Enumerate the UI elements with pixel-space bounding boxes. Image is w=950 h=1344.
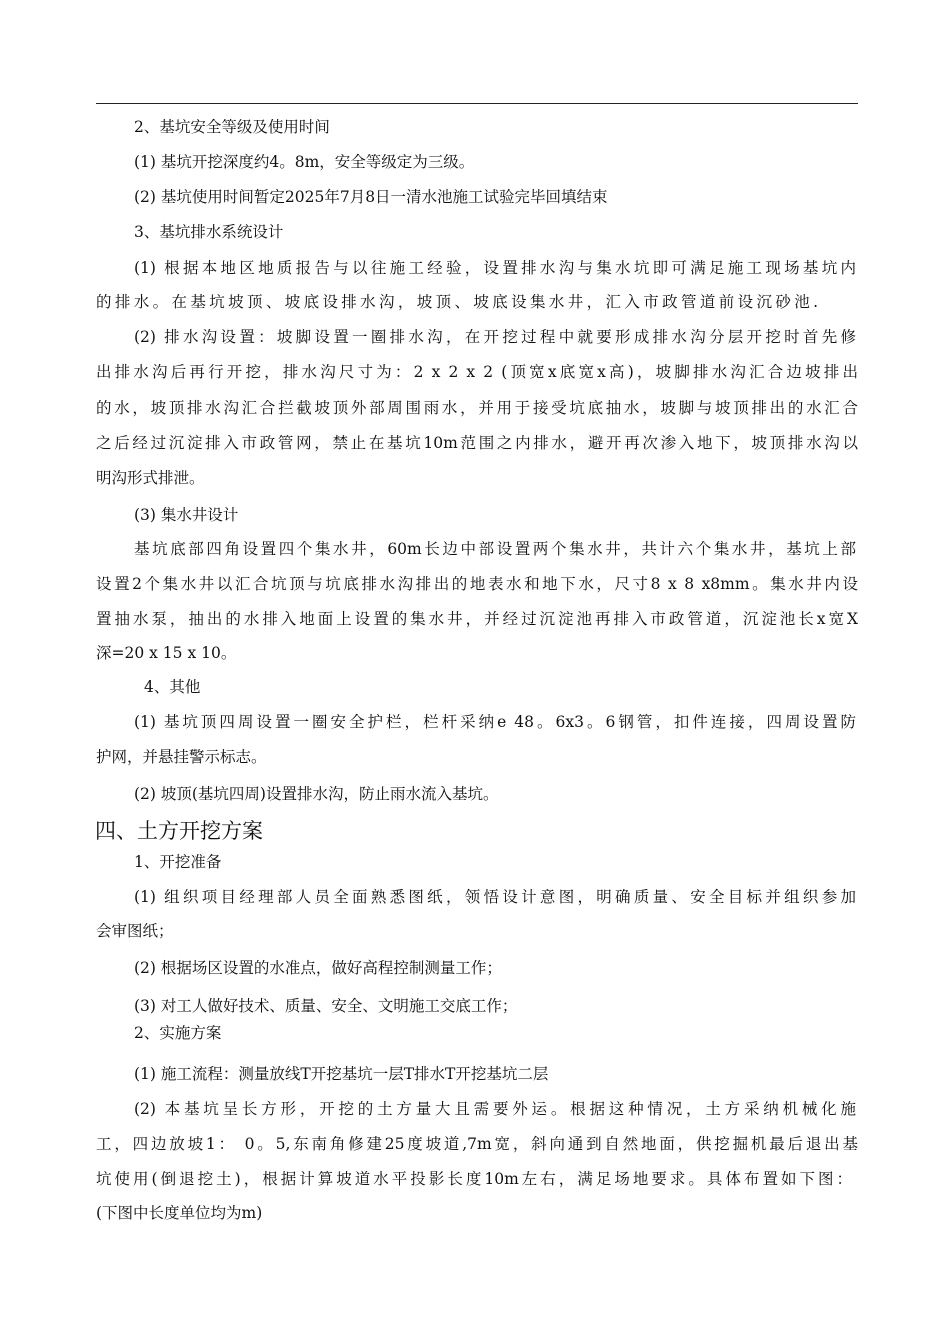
section-heading-2b: 2、实施方案 <box>134 1024 222 1042</box>
section-heading-3: 3、基坑排水系统设计 <box>134 223 284 241</box>
paragraph-line: 深=20 x 15 x 10。 <box>96 644 237 662</box>
section-heading-4: 4、其他 <box>144 678 201 696</box>
paragraph-line: 的排水。在基坑坡顶、坡底设排水沟，坡顶、坡底设集水井，汇入市政管道前设沉砂池. <box>96 293 818 311</box>
paragraph-line: (3) 对工人做好技术、质量、安全、文明施工交底工作； <box>134 997 518 1015</box>
paragraph-line: (1) 组织项目经理部人员全面熟悉图纸，领悟设计意图，明确质量、安全目标并组织参加 <box>134 888 856 906</box>
chapter-heading: 四、土方开挖方案 <box>95 819 263 843</box>
paragraph-line: 基坑底部四角设置四个集水井，60m长边中部设置两个集水井，共计六个集水井，基坑上部 <box>134 540 856 558</box>
paragraph-line: 之后经过沉淀排入市政管网，禁止在基坑10m范围之内排水，避开再次渗入地下，坡顶排水沟以 <box>96 434 858 452</box>
paragraph-line: 工，四边放坡1： 0。5,东南角修建25度坡道,7m宽，斜向通到自然地面，供挖掘机最后退出基 <box>96 1135 858 1153</box>
paragraph-line: (1) 基坑开挖深度约4。8m，安全等级定为三级。 <box>134 153 475 171</box>
paragraph-line: (下图中长度单位均为m) <box>96 1204 263 1222</box>
paragraph-line: (1) 根据本地区地质报告与以往施工经验，设置排水沟与集水坑即可满足施工现场基坑内 <box>134 259 856 277</box>
section-heading-1: 1、开挖准备 <box>134 853 222 871</box>
paragraph-line: 的水，坡顶排水沟汇合拦截坡顶外部周围雨水，并用于接受坑底抽水，坡脚与坡顶排出的水汇合 <box>96 399 858 417</box>
paragraph-line: (2) 排水沟设置：坡脚设置一圈排水沟，在开挖过程中就要形成排水沟分层开挖时首先修 <box>134 328 856 346</box>
paragraph-line: 会审图纸； <box>96 922 174 940</box>
header-rule <box>96 103 858 104</box>
section-heading-2: 2、基坑安全等级及使用时间 <box>134 118 330 136</box>
paragraph-line: (2) 本基坑呈长方形，开挖的土方量大且需要外运。根据这种情况，土方采纳机械化施 <box>134 1100 856 1118</box>
paragraph-line: (2) 坡顶(基坑四周)设置排水沟，防止雨水流入基坑。 <box>134 785 499 803</box>
paragraph-line: 出排水沟后再行开挖，排水沟尺寸为：2 x 2 x 2 (顶宽x底宽x高)，坡脚排水沟汇合边坡排出 <box>96 363 858 381</box>
paragraph-line: (1) 施工流程：测量放线T开挖基坑一层T排水T开挖基坑二层 <box>134 1065 549 1083</box>
paragraph-line: (2) 基坑使用时间暂定2025年7月8日一清水池施工试验完毕回填结束 <box>134 188 608 206</box>
paragraph-line: 置抽水泵，抽出的水排入地面上设置的集水井，并经过沉淀池再排入市政管道，沉淀池长x宽X <box>96 610 858 628</box>
paragraph-line: (1) 基坑顶四周设置一圈安全护栏，栏杆采纳e 48。6x3。6钢管，扣件连接，四周设置防 <box>134 713 856 731</box>
paragraph-line: 坑使用(倒退挖土)，根据计算坡道水平投影长度10m左右，满足场地要求。具体布置如下图： <box>96 1170 852 1188</box>
paragraph-line: 护网，并悬挂警示标志。 <box>96 748 267 766</box>
paragraph-line: 明沟形式排泄。 <box>96 469 205 487</box>
paragraph-line: 设置2个集水井以汇合坑顶与坑底排水沟排出的地表水和地下水，尺寸8 x 8 x8mm。集水井内设 <box>96 575 858 593</box>
subsection-heading: (3) 集水井设计 <box>134 506 239 524</box>
paragraph-line: (2) 根据场区设置的水准点，做好高程控制测量工作； <box>134 959 502 977</box>
